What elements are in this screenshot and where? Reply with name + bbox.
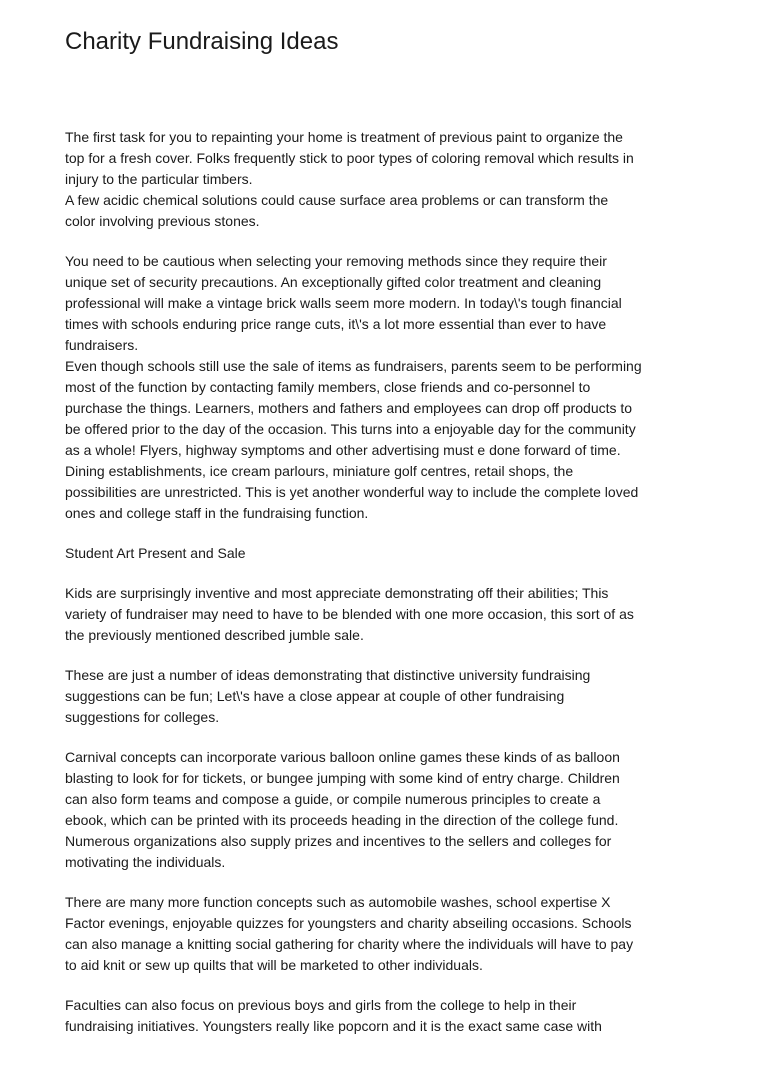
text-line: ones and college staff in the fundraising function. (65, 505, 369, 521)
text-line: top for a fresh cover. Folks frequently stick to poor types of coloring removal which results in (65, 150, 634, 166)
text-line: Factor evenings, enjoyable quizzes for youngsters and charity abseiling occasions. Schools (65, 915, 632, 931)
document-title: Charity Fundraising Ideas (65, 28, 339, 55)
text-line: injury to the particular timbers. (65, 171, 253, 187)
text-line: possibilities are unrestricted. This is yet another wonderful way to include the complete loved (65, 484, 639, 500)
text-line: ebook, which can be printed with its proceeds heading in the direction of the college fund. (65, 812, 619, 828)
document-body (65, 127, 732, 1037)
paragraph (65, 747, 732, 873)
text-line: fundraisers. (65, 337, 139, 353)
paragraph (65, 127, 732, 232)
paragraph (65, 583, 732, 646)
text-line: color involving previous stones. (65, 213, 260, 229)
text-line: professional will make a vintage brick walls seem more modern. In today\'s tough financial (65, 295, 622, 311)
text-line: There are many more function concepts such as automobile washes, school expertise X (65, 894, 611, 910)
text-line: A few acidic chemical solutions could cause surface area problems or can transform the (65, 192, 609, 208)
paragraph (65, 892, 732, 976)
paragraph (65, 995, 732, 1037)
text-line: Even though schools still use the sale of items as fundraisers, parents seem to be performing (65, 358, 642, 374)
paragraph (65, 543, 732, 564)
text-line: You need to be cautious when selecting your removing methods since they require their (65, 253, 607, 269)
text-line: Carnival concepts can incorporate various balloon online games these kinds of as balloon (65, 749, 620, 765)
text-line: purchase the things. Learners, mothers and fathers and employees can drop off products to (65, 400, 633, 416)
text-line: can also manage a knitting social gathering for charity where the individuals will have to pay (65, 936, 634, 952)
text-line: motivating the individuals. (65, 854, 226, 870)
text-line: can also form teams and compose a guide, or compile numerous principles to create a (65, 791, 601, 807)
text-line: These are just a number of ideas demonstrating that distinctive university fundraising (65, 667, 591, 683)
text-line: variety of fundraiser may need to have to be blended with one more occasion, this sort of as (65, 606, 634, 622)
text-line: most of the function by contacting family members, close friends and co-personnel to (65, 379, 591, 395)
text-line: Student Art Present and Sale (65, 545, 246, 561)
paragraph (65, 665, 732, 728)
text-line: Numerous organizations also supply prizes and incentives to the sellers and colleges for (65, 833, 612, 849)
text-line: be offered prior to the day of the occasion. This turns into a enjoyable day for the community (65, 421, 636, 437)
text-line: as a whole! Flyers, highway symptoms and other advertising must e done forward of time. (65, 442, 621, 458)
text-line: The first task for you to repainting your home is treatment of previous paint to organize the (65, 129, 623, 145)
text-line: fundraising initiatives. Youngsters really like popcorn and it is the exact same case with (65, 1018, 602, 1034)
text-line: blasting to look for for tickets, or bungee jumping with some kind of entry charge. Children (65, 770, 620, 786)
text-line: suggestions for colleges. (65, 709, 220, 725)
paragraph (65, 251, 732, 524)
text-line: unique set of security precautions. An exceptionally gifted color treatment and cleaning (65, 274, 602, 290)
text-line: to aid knit or sew up quilts that will be marketed to other individuals. (65, 957, 483, 973)
text-line: suggestions can be fun; Let\'s have a close appear at couple of other fundraising (65, 688, 565, 704)
text-line: Faculties can also focus on previous boys and girls from the college to help in their (65, 997, 577, 1013)
text-line: times with schools enduring price range cuts, it\'s a lot more essential than ever to have (65, 316, 607, 332)
text-line: the previously mentioned described jumble sale. (65, 627, 364, 643)
text-line: Dining establishments, ice cream parlours, miniature golf centres, retail shops, the (65, 463, 574, 479)
text-line: Kids are surprisingly inventive and most appreciate demonstrating off their abilities; This (65, 585, 609, 601)
